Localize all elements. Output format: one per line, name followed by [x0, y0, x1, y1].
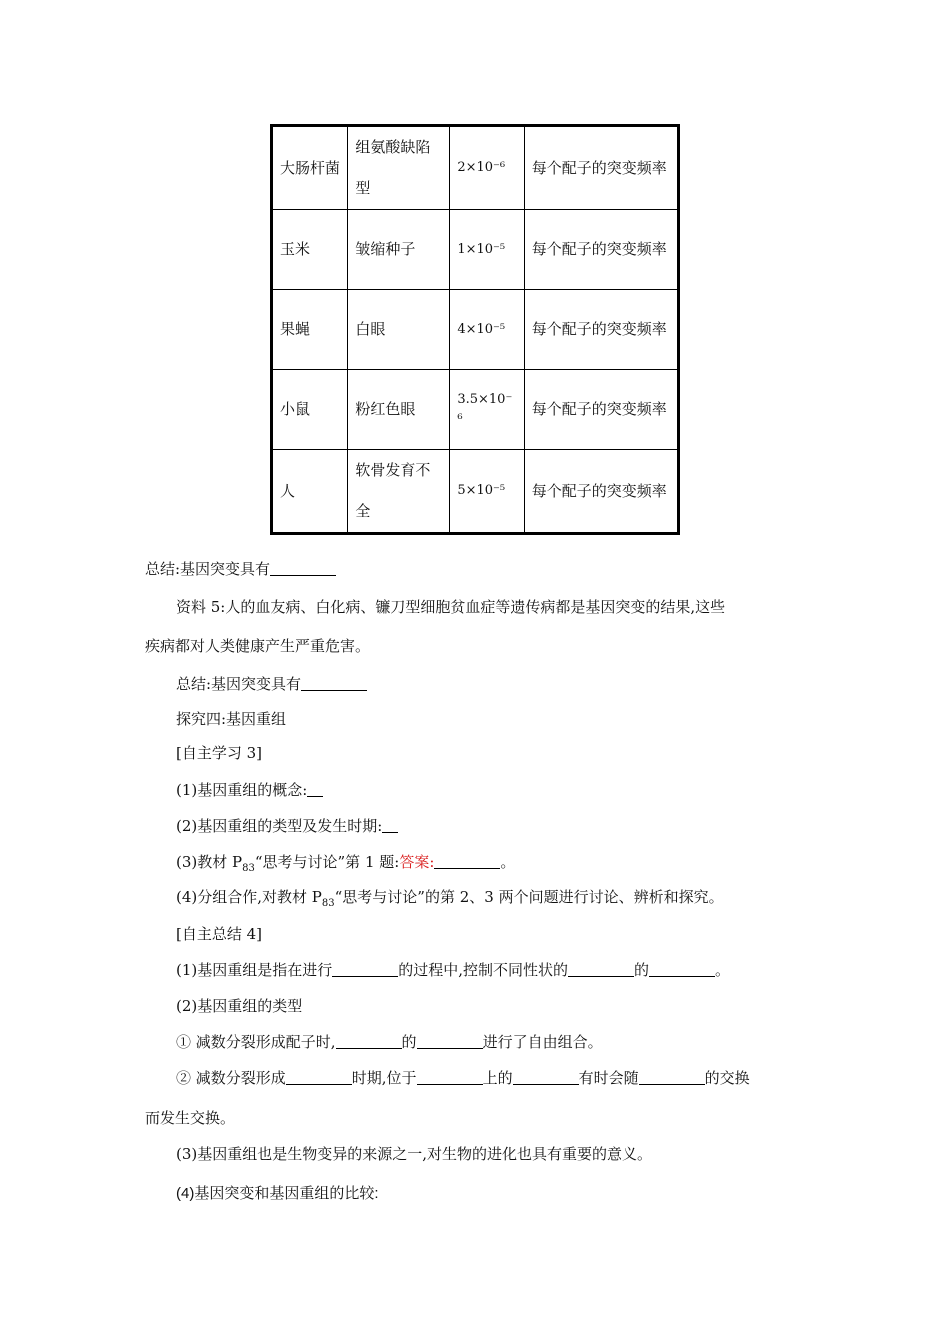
answer-blank[interactable] [417, 1070, 483, 1085]
self-study-3-heading: [自主学习 3] [176, 744, 263, 762]
answer-blank[interactable] [301, 676, 367, 691]
summary-item-1 [176, 959, 730, 980]
rate-cell: 4×10⁻⁵ [450, 290, 524, 370]
organism-cell: 果蝇 [272, 290, 348, 370]
question-4 [176, 886, 724, 909]
item-text: 。 [715, 961, 731, 979]
unit-cell: 每个配子的突变频率 [524, 126, 678, 210]
item-text: 时期,位于 [351, 1069, 417, 1087]
item-text: ② 减数分裂形成 [176, 1069, 286, 1087]
table-row [272, 210, 679, 290]
question-text: “思考与讨论”的第 2、3 两个问题进行讨论、辨析和探究。 [334, 888, 724, 906]
unit-cell: 每个配子的突变频率 [524, 210, 678, 290]
answer-blank[interactable] [286, 1070, 352, 1085]
page-subscript: 83 [321, 898, 335, 909]
summary-text: 总结:基因突变具有 [145, 560, 271, 578]
answer-label: 答案: [399, 853, 435, 871]
answer-blank[interactable] [307, 782, 323, 797]
summary-line-2 [176, 673, 367, 694]
organism-cell: 小鼠 [272, 370, 348, 450]
material-5-line-1: 资料 5:人的血友病、白化病、镰刀型细胞贫血症等遗传病都是基因突变的结果,这些 [176, 598, 726, 616]
trait-cell: 皱缩种子 [348, 210, 450, 290]
mutation-rate-table [270, 124, 680, 535]
page-subscript: 83 [242, 863, 255, 874]
unit-cell: 每个配子的突变频率 [524, 290, 678, 370]
trait-cell: 粉红色眼 [348, 370, 450, 450]
item-text: 进行了自由组合。 [482, 1033, 603, 1051]
question-text: (1)基因重组的概念: [176, 781, 308, 799]
item-text: 的过程中,控制不同性状的 [398, 961, 569, 979]
summary-item-2-1 [176, 1031, 603, 1052]
answer-blank[interactable] [639, 1070, 705, 1085]
organism-cell: 玉米 [272, 210, 348, 290]
table-row [272, 450, 679, 534]
item-text: ① 减数分裂形成配子时, [176, 1033, 336, 1051]
rate-cell: 3.5×10⁻⁶ [450, 370, 524, 450]
question-text: (2)基因重组的类型及发生时期: [176, 817, 383, 835]
self-summary-4-heading: [自主总结 4] [176, 925, 263, 943]
question-1 [176, 779, 323, 800]
question-3 [176, 851, 515, 874]
summary-item-2-2-cont: 而发生交换。 [145, 1109, 236, 1127]
answer-blank[interactable] [417, 1034, 483, 1049]
answer-blank[interactable] [382, 818, 398, 833]
item-text: 的交换 [704, 1069, 750, 1087]
question-text: “思考与讨论”第 1 题: [254, 853, 400, 871]
summary-item-3: (3)基因重组也是生物变异的来源之一,对生物的进化也具有重要的意义。 [176, 1145, 653, 1163]
summary-item-4: (4)基因突变和基因重组的比较: [176, 1185, 379, 1202]
organism-cell: 人 [272, 450, 348, 534]
trait-cell: 组氨酸缺陷型 [348, 126, 450, 210]
unit-cell: 每个配子的突变频率 [524, 370, 678, 450]
summary-line-1 [145, 558, 336, 579]
item-text: 有时会随 [578, 1069, 639, 1087]
question-text: (3)教材 P [176, 853, 243, 871]
answer-blank[interactable] [513, 1070, 579, 1085]
rate-cell: 2×10⁻⁶ [450, 126, 524, 210]
answer-blank[interactable] [568, 962, 634, 977]
table-row [272, 126, 679, 210]
trait-cell: 白眼 [348, 290, 450, 370]
item-text: 的 [634, 961, 650, 979]
section-heading-explore-4: 探究四:基因重组 [176, 710, 287, 728]
rate-cell: 1×10⁻⁵ [450, 210, 524, 290]
material-5-line-2: 疾病都对人类健康产生严重危害。 [145, 637, 371, 655]
answer-blank[interactable] [336, 1034, 402, 1049]
summary-item-2: (2)基因重组的类型 [176, 997, 303, 1015]
unit-cell: 每个配子的突变频率 [524, 450, 678, 534]
answer-blank[interactable] [649, 962, 715, 977]
answer-blank[interactable] [332, 962, 398, 977]
item-text: 的 [401, 1033, 417, 1051]
trait-cell: 软骨发育不全 [348, 450, 450, 534]
question-text: (4)分组合作,对教材 P [176, 888, 322, 906]
answer-blank[interactable] [270, 561, 336, 576]
item-text: 上的 [482, 1069, 513, 1087]
table-row [272, 370, 679, 450]
period: 。 [500, 853, 516, 871]
organism-cell: 大肠杆菌 [272, 126, 348, 210]
summary-text: 总结:基因突变具有 [176, 675, 302, 693]
item-text: (1)基因重组是指在进行 [176, 961, 333, 979]
summary-item-2-2 [176, 1067, 750, 1088]
question-2 [176, 815, 398, 836]
answer-blank[interactable] [434, 854, 500, 869]
rate-cell: 5×10⁻⁵ [450, 450, 524, 534]
table-row [272, 290, 679, 370]
